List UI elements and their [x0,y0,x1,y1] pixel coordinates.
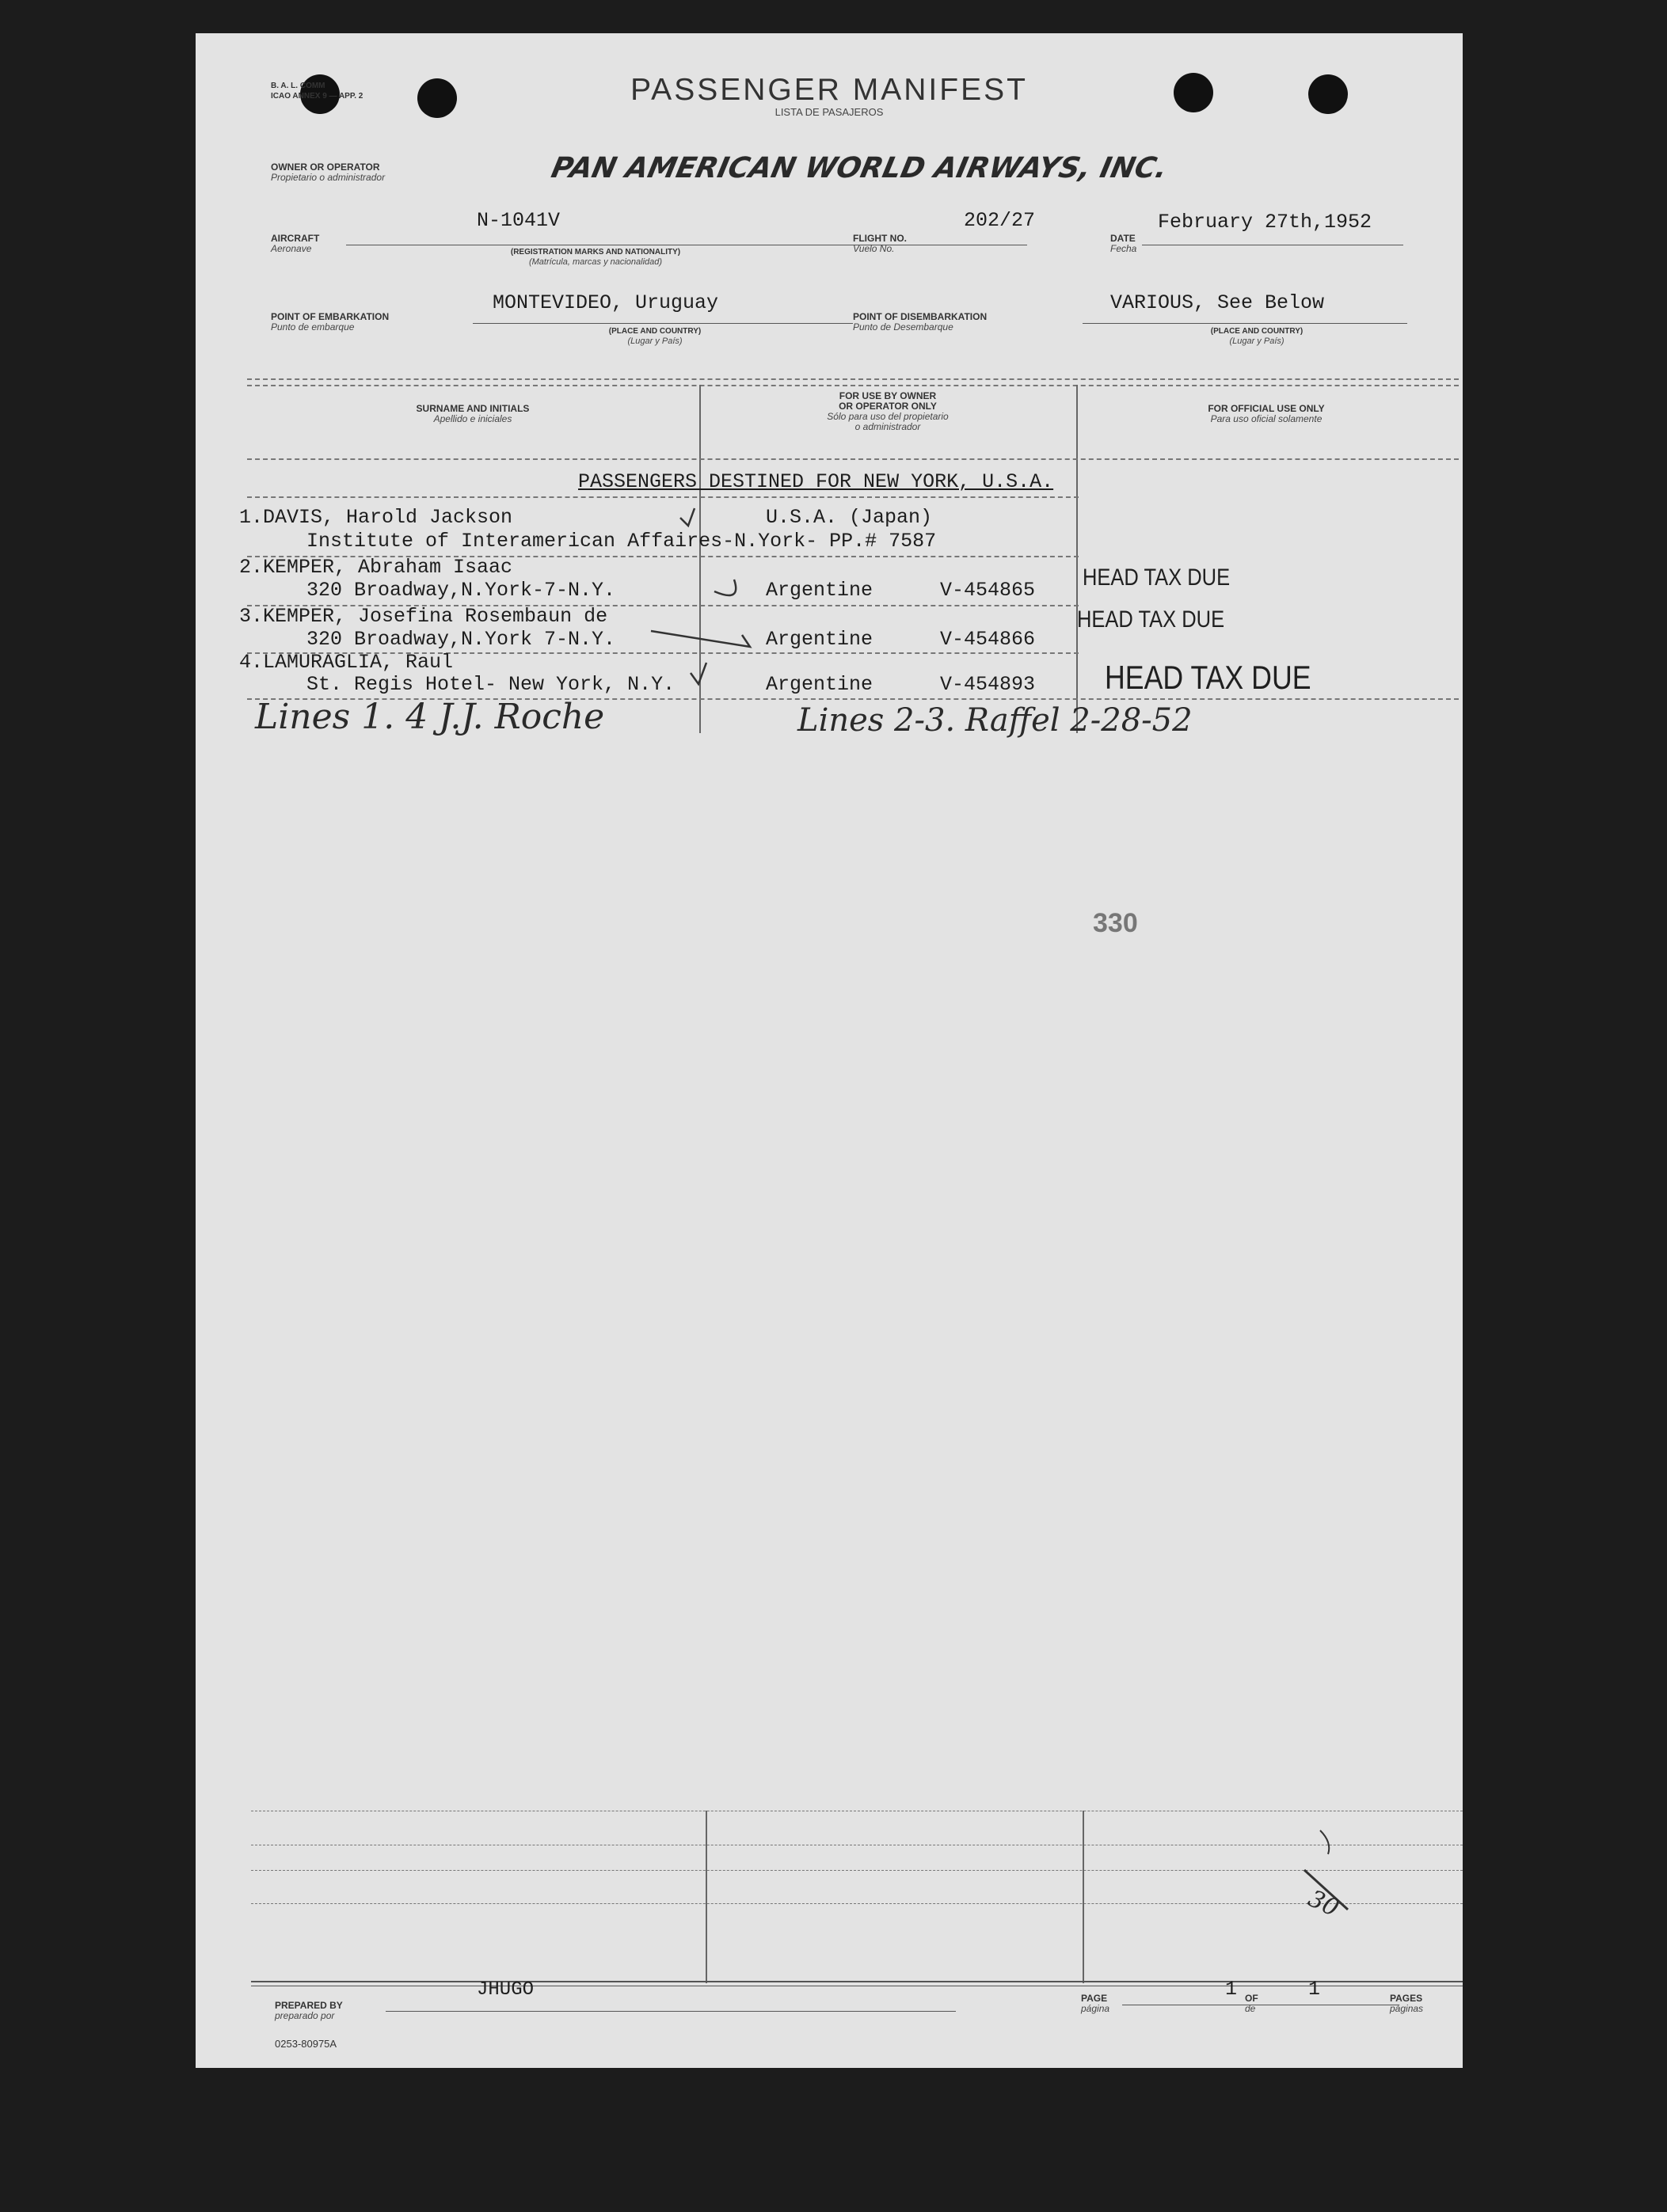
passenger-3-address: 320 Broadway,N.York 7-N.Y. [306,628,616,651]
aircraft-value: N-1041V [477,209,561,232]
passenger-3-document: V-454866 [940,628,1036,651]
handwritten-signature-right: Lines 2-3. Raffel 2-28-52 [797,702,1193,739]
col-owner-label-es-2: o administrador [854,421,921,432]
passenger-3-nationality: Argentine [766,628,873,651]
page-label: PAGE [1081,1993,1108,2004]
embark-value: MONTEVIDEO, Uruguay [493,291,719,314]
bottom-rule-solid-1 [251,1981,1463,1982]
owner-label: OWNER OR OPERATOR [271,162,380,173]
page-value: 1 [1225,1978,1238,2001]
col-owner-label-es-1: Sólo para uso del propietario [827,411,949,422]
manifest-sheet [196,33,1463,2068]
flight-label-es: Vuelo No. [853,243,895,254]
of-label-block [1245,1993,1258,2014]
passenger-2-address: 320 Broadway,N.York-7-N.Y. [306,579,616,602]
prepared-label: PREPARED BY [275,2000,343,2011]
of-label: OF [1245,1993,1258,2004]
prepared-underline [386,2011,956,2012]
bottom-divider-2 [1083,1811,1084,1983]
page-subtitle: LISTA DE PASAJEROS [775,106,884,118]
embark-label: POINT OF EMBARKATION [271,311,390,322]
owner-label-es: Propietario o administrador [271,172,386,183]
embark-label-es: Punto de embarque [271,321,355,333]
disembark-value: VARIOUS, See Below [1110,291,1325,314]
page-label-block [1081,1993,1109,2014]
embark-caption-es: (Lugar y País) [627,336,683,346]
passenger-1-address: Institute of Interamerican Affaires-N.York- PP.# 7587 [306,530,937,553]
of-label-es: de [1245,2003,1256,2014]
margin-handwriting: 30 [1304,1884,1343,1923]
pages-value: 1 [1308,1978,1321,2001]
aircraft-caption-en: (REGISTRATION MARKS AND NATIONALITY) [510,248,681,257]
passenger-2-official-stamp: HEAD TAX DUE [1083,564,1231,591]
stamp-number: 330 [1093,908,1138,938]
passenger-4-address: St. Regis Hotel- New York, N.Y. [306,673,676,696]
date-label-es: Fecha [1110,243,1137,254]
prepared-label-block [275,2001,343,2021]
prepared-label-es: preparado por [275,2010,335,2021]
owner-value: PAN AMERICAN WORLD AIRWAYS, INC. [548,152,1170,184]
pages-label-block [1390,1993,1423,2014]
section-heading: PASSENGERS DESTINED FOR NEW YORK, U.S.A. [578,470,1054,493]
bottom-divider-1 [706,1811,707,1983]
col-surname-label: SURNAME AND INITIALS [416,403,530,414]
passenger-4-document: V-454893 [940,673,1036,696]
check-mark-1 [680,508,695,526]
passenger-1-name: 1.DAVIS, Harold Jackson [239,506,513,529]
bottom-rule-3 [251,1870,1463,1871]
disembark-label: POINT OF DISEMBARKATION [853,311,988,322]
passenger-4-nationality: Argentine [766,673,873,696]
handwritten-signature-left: Lines 1. 4 J.J. Roche [255,697,605,737]
pages-label-es: páginas [1390,2003,1424,2014]
passenger-1-nationality: U.S.A. (Japan) [766,506,933,529]
check-mark-3 [651,631,750,647]
col-owner-label-1: FOR USE BY OWNER [839,390,937,401]
disembark-caption-en: (PLACE AND COUNTRY) [1210,327,1304,336]
passenger-2-name: 2.KEMPER, Abraham Isaac [239,556,513,579]
passenger-3-official-stamp: HEAD TAX DUE [1077,606,1225,633]
passenger-3-name: 3.KEMPER, Josefina Rosembaun de [239,605,608,628]
date-label: DATE [1110,233,1136,244]
col-owner-label-2: OR OPERATOR ONLY [839,401,937,412]
corner-line-2: ICAO ANNEX 9 — APP. 2 [271,92,363,101]
col-official-label: FOR OFFICIAL USE ONLY [1208,403,1325,414]
pages-label: PAGES [1390,1993,1423,2004]
passenger-4-name: 4.LAMURAGLIA, Raul [239,651,454,674]
aircraft-label: AIRCRAFT [271,233,320,244]
page-label-es: página [1081,2003,1110,2014]
aircraft-label-es: Aeronave [271,243,312,254]
passenger-2-document: V-454865 [940,579,1036,602]
aircraft-caption-es: (Matrícula, marcas y nacionalidad) [528,257,663,267]
col-official-label-es: Para uso oficial solamente [1210,413,1323,424]
passenger-4-official-stamp: HEAD TAX DUE [1105,659,1311,696]
disembark-label-es: Punto de Desembarque [853,321,953,333]
page-title: PASSENGER MANIFEST [630,73,1028,107]
form-code: 0253-80975A [275,2038,337,2050]
disembark-caption-es: (Lugar y País) [1229,336,1285,346]
col-surname-label-es: Apellido e iniciales [433,413,512,424]
check-mark-4 [691,663,706,684]
check-mark-2 [714,580,736,595]
prepared-value: JHUGO [477,1979,535,2001]
embark-caption-en: (PLACE AND COUNTRY) [608,327,702,336]
corner-line-1: B. A. L. COMM [271,82,325,90]
date-value: February 27th,1952 [1158,211,1372,234]
passenger-2-nationality: Argentine [766,579,873,602]
bottom-rule-4 [251,1903,1463,1904]
flight-value: 202/27 [964,209,1036,232]
flight-label: FLIGHT NO. [853,233,907,244]
